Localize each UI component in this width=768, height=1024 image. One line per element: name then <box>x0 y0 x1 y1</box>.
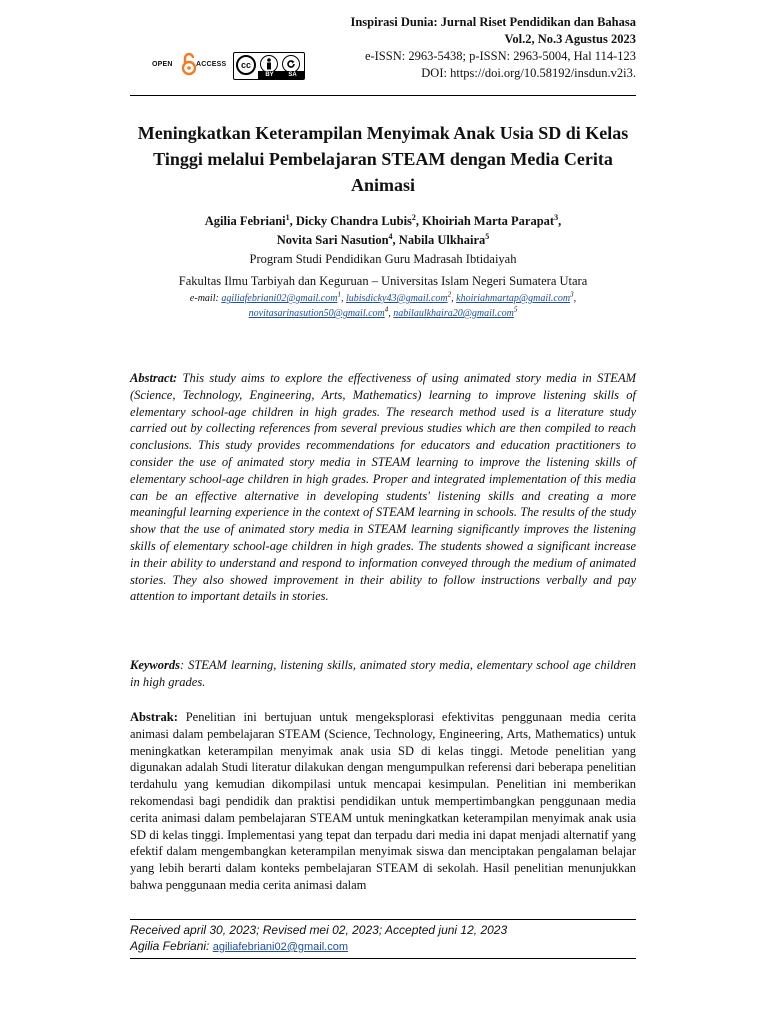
open-access-word-access: ACCESS <box>196 61 227 68</box>
affiliation-marker: 5 <box>485 231 490 241</box>
journal-info <box>350 14 636 82</box>
abstrak-text: Penelitian ini bertujuan untuk mengeksplorasi efektivitas penggunaan media cerita animasi dalam pembelajaran STEAM (Science, Technology, Engineering, Arts, Mathematics) untuk meningkatkan keterampilan menyimak anak usia SD di kelas tinggi. Metode penelitian yang digunakan adalah Studi literatur dilakukan dengan mengumpulkan referensi dari beberapa penelitian terdahulu yang kemudian dikompilasi untuk mencapai kesimpulan. Penelitian ini memberikan rekomendasi bagi pendidik dan praktisi pendidikan untuk mempertimbangkan penggunaan media cerita animasi dalam pembelajaran STEAM untuk meningkatkan keterampilan menyimak anak usia SD di kelas tinggi. Implementasi yang tepat dan terpadu dari media ini dapat menjadi alternatif yang efektif dalam mengembangkan keterampilan menyimak siswa dan menciptakan pengalaman belajar yang lebih berarti dalam konteks pembelajaran STEAM di sekolah. Hasil penelitian menunjukkan bahwa penggunaan media cerita animasi dalam <box>130 710 636 892</box>
abstract-label: Abstract: <box>130 371 178 385</box>
open-access-logo <box>152 52 232 84</box>
cc-icon: cc <box>236 55 256 75</box>
abstract-english <box>130 370 636 605</box>
abstract-text: This study aims to explore the effectiveness of using animated story media in STEAM (Science, Technology, Engineering, Arts, Mathematics) learning to improve listening skills of elementary school-age children in high grades. The research method used is a literature study carried out by collecting references from several previous studies which are then compiled to reach conclusions. This study provides recommendations for educators and education practitioners to consider the use of animated story media in STEAM learning to improve the listening skills of elementary school-age children in high grades. Proper and integrated implementation of this media can be an effective alternative in developing students' listening skills and creating a more meaningful learning experience in the context of STEAM learning in schools. The results of the study show that the use of animated story media in STEAM learning significantly improves the listening skills of elementary school-age children in high grades. The students showed a significant increase in their ability to understand and respond to information conveyed through the medium of animated stories. They also showed improvement in their ability to follow instructions verbally and pay attention to important details in stories. <box>130 371 636 604</box>
abstrak-label: Abstrak: <box>130 710 178 724</box>
author-name: Dicky Chandra Lubis <box>295 214 412 228</box>
footer-bottom-divider <box>130 958 636 959</box>
header-divider <box>130 95 636 96</box>
creative-commons-license-logo <box>233 52 305 80</box>
keywords <box>130 657 636 691</box>
corresponding-author: Agilia Febriani: agiliafebriani02@gmail.com <box>130 939 349 953</box>
email-link[interactable]: novitasarinasution50@gmail.com <box>248 308 385 319</box>
license-by-label: BY <box>265 72 274 78</box>
abstract-indonesian <box>130 709 636 918</box>
journal-title: Inspirasi Dunia: Jurnal Riset Pendidikan dan Bahasa <box>350 15 636 29</box>
journal-doi[interactable]: DOI: https://doi.org/10.58192/insdun.v2i3. <box>421 66 636 80</box>
author-name: Khoiriah Marta Parapat <box>422 214 555 228</box>
author-emails: e-mail: agiliafebriani02@gmail.com$^1$, lubisdicky43@gmail.com$^2$, khoiriahmartap@gmail.com$^3$, novitasarinasution50@gmail.com$^4$, nabilaulkhaira20@gmail.com$^5$ <box>189 290 577 319</box>
corresponding-author-name: Agilia Febriani <box>130 939 207 953</box>
email-link[interactable]: agiliafebriani02@gmail.com <box>221 293 338 304</box>
author-name: Nabila Ulkhaira <box>398 233 486 247</box>
affiliation-marker: 4 <box>388 231 393 241</box>
email-link[interactable]: lubisdicky43@gmail.com <box>345 293 448 304</box>
email-link[interactable]: khoiriahmartap@gmail.com <box>456 293 571 304</box>
received-footer <box>130 922 636 955</box>
person-icon <box>264 58 274 70</box>
affiliation-marker: 1 <box>285 212 290 222</box>
open-lock-icon <box>182 52 196 76</box>
open-access-word-open: OPEN <box>152 61 173 68</box>
footer-divider <box>130 919 636 920</box>
paper-title: Meningkatkan Keterampilan Menyimak Anak Usia SD di Kelas Tinggi melalui Pembelajaran STEAM dengan Media Cerita Animasi <box>137 123 629 195</box>
license-sa-label: SA <box>288 72 297 78</box>
license-label-bar <box>258 71 304 79</box>
journal-volume: Vol.2, No.3 Agustus 2023 <box>504 32 636 46</box>
author-name: Agilia Febriani <box>204 214 286 228</box>
author-program: Program Studi Pendidikan Guru Madrasah Ibtidaiyah <box>249 252 517 266</box>
author-names: Agilia Febriani$^1$, Dicky Chandra Lubis$^2$, Khoiriah Marta Parapat$^3$, Novita Sari Nasution$^4$, Nabila Ulkhaira$^5$ <box>204 212 562 247</box>
email-link[interactable]: nabilaulkhaira20@gmail.com <box>393 308 514 319</box>
journal-header <box>130 12 636 96</box>
keywords-text: : STEAM learning, listening skills, animated story media, elementary school age children in high grades. <box>130 658 636 689</box>
received-dates: Received april 30, 2023; Revised mei 02, 2023; Accepted juni 12, 2023 <box>130 923 508 937</box>
journal-issn: e-ISSN: 2963-5438; p-ISSN: 2963-5004, Hal 114-123 <box>364 49 636 63</box>
share-alike-arrow-icon <box>286 59 296 69</box>
author-name: Novita Sari Nasution <box>276 233 389 247</box>
author-faculty: Fakultas Ilmu Tarbiyah dan Keguruan – Universitas Islam Negeri Sumatera Utara <box>178 274 588 288</box>
email-label: e-mail: <box>189 293 219 304</box>
affiliation-marker: 3 <box>554 212 559 222</box>
keywords-label: Keywords <box>130 658 180 672</box>
affiliation-marker: 2 <box>411 212 416 222</box>
corresponding-email-link[interactable]: agiliafebriani02@gmail.com <box>212 941 349 953</box>
author-block <box>130 212 636 321</box>
